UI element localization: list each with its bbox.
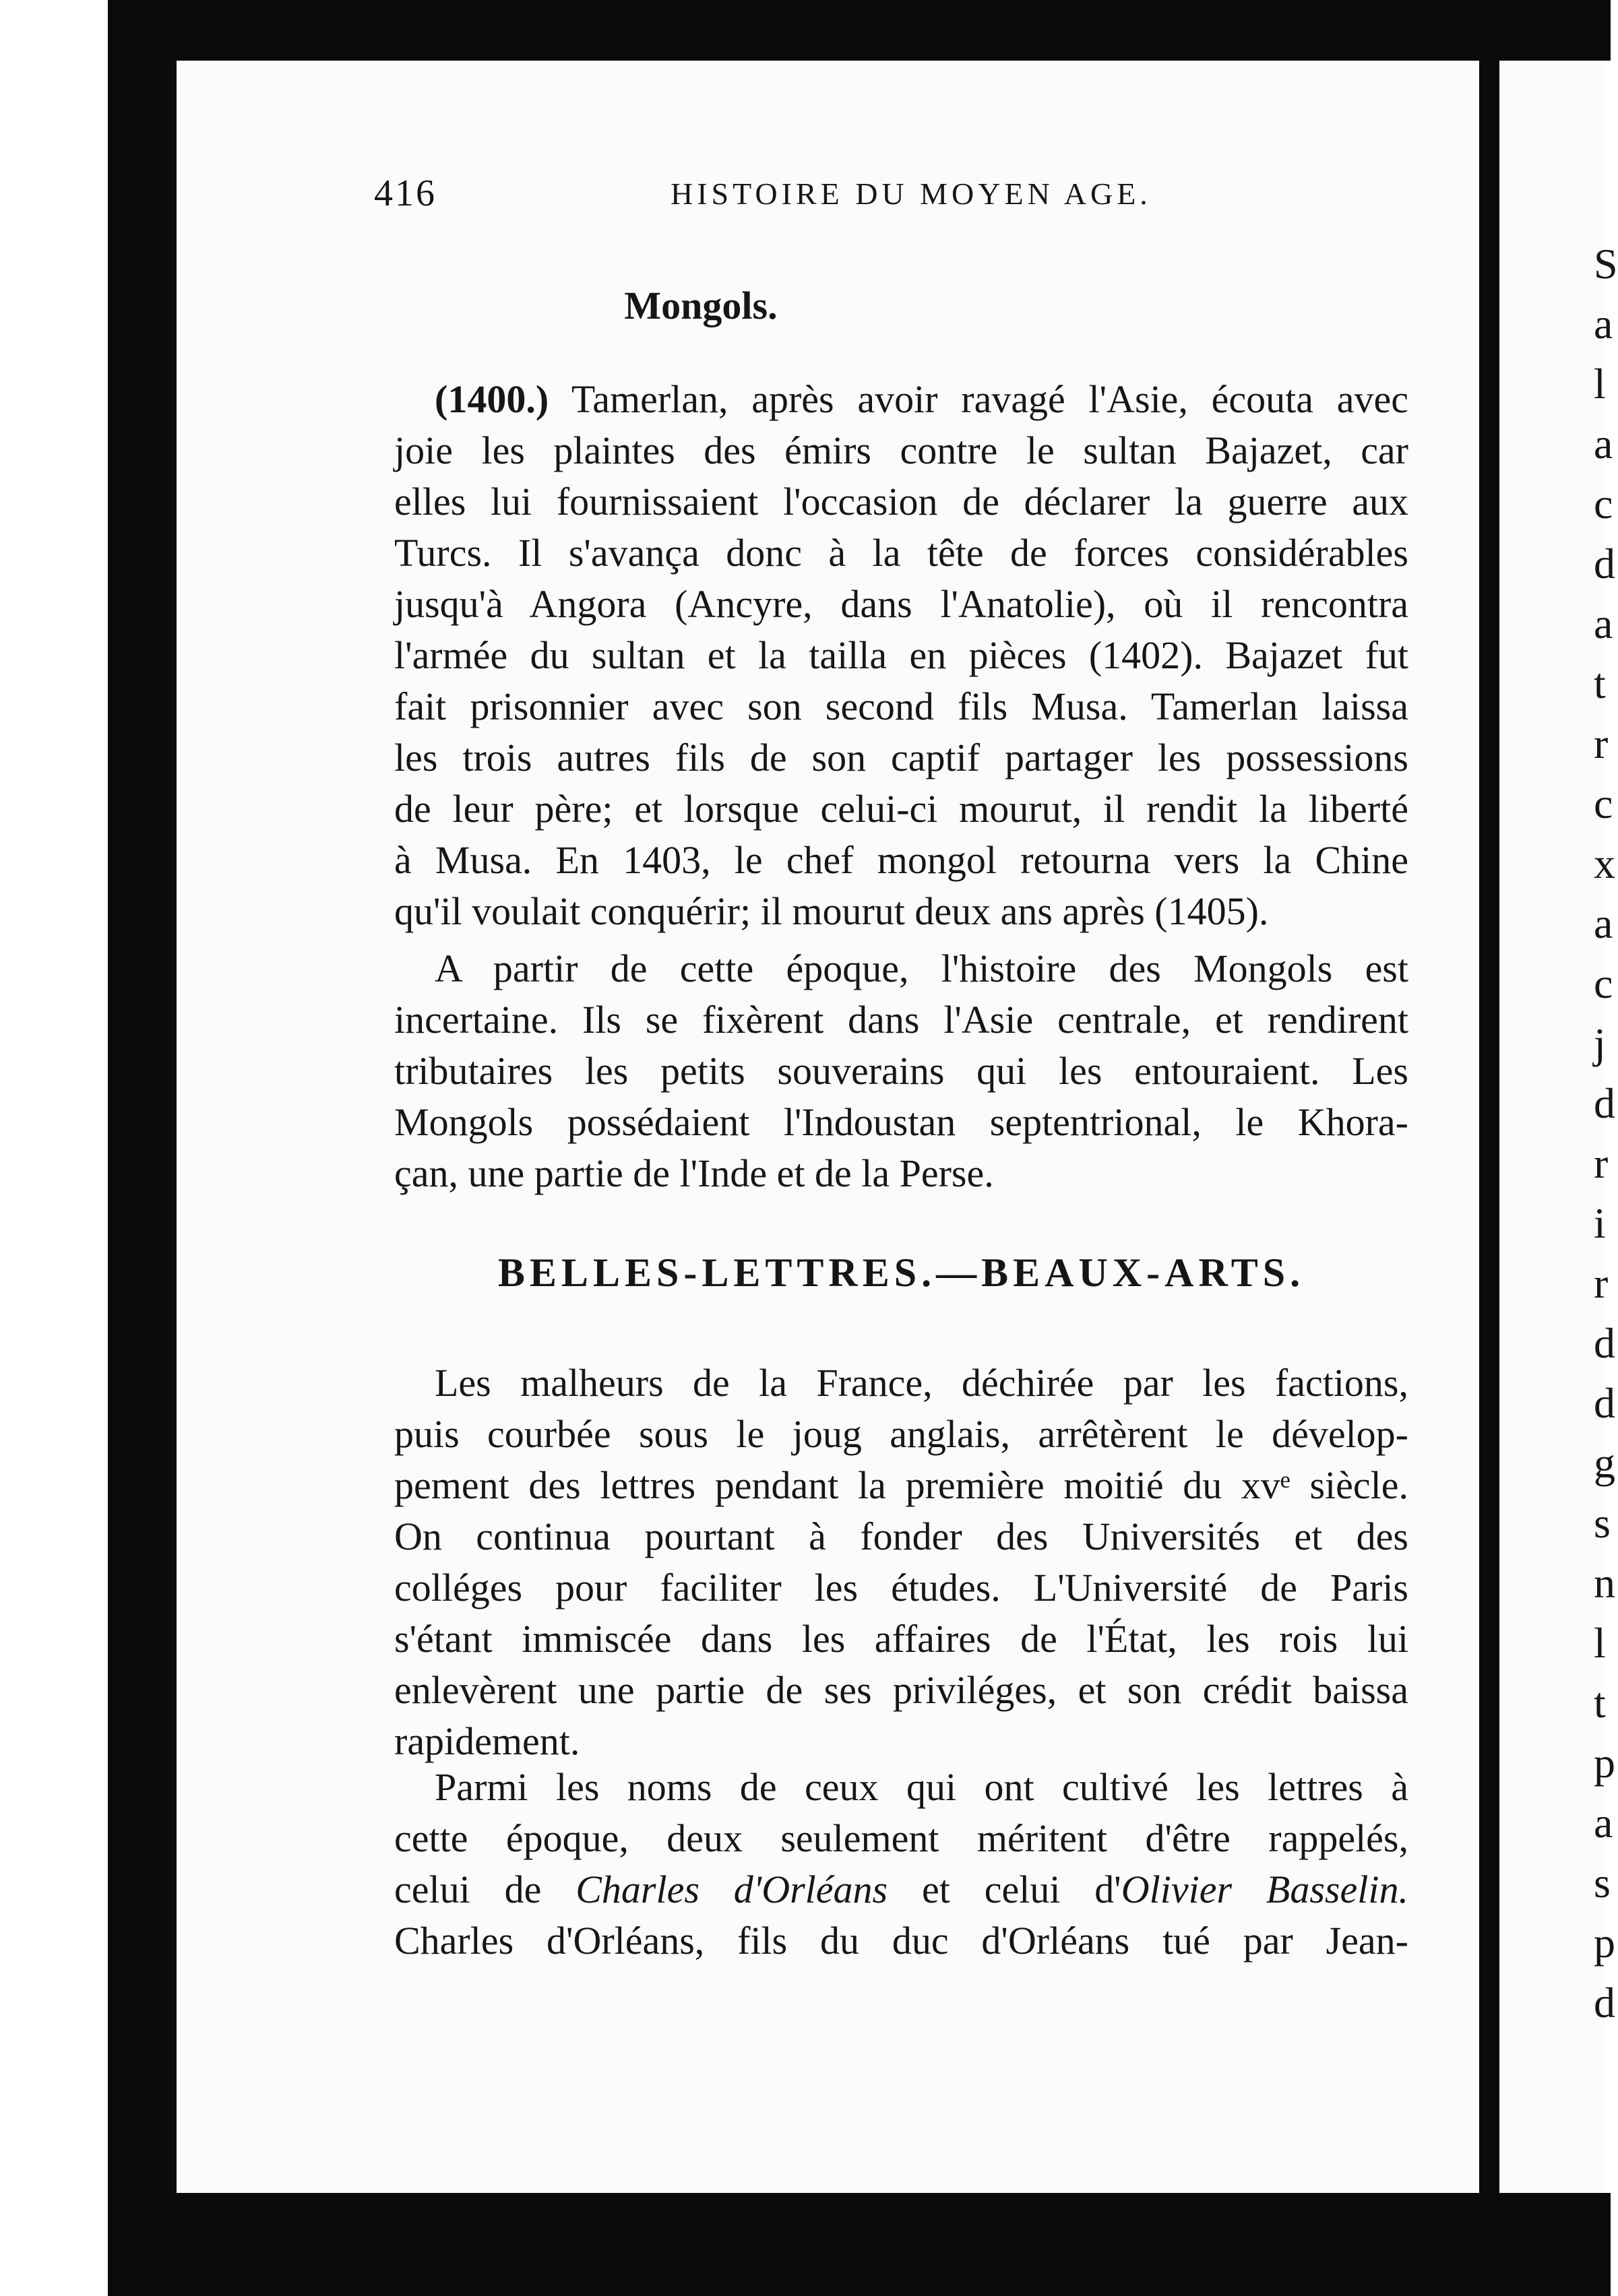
facing-page-letter: c — [1594, 959, 1613, 1007]
facing-page-letter: a — [1594, 420, 1613, 468]
facing-page-letter: a — [1594, 1799, 1613, 1847]
text-line: On continua pourtant à fonder des Universités et des — [394, 1514, 1408, 1558]
text-line: les trois autres fils de son captif partager les possessions — [394, 736, 1408, 779]
text-line: joie les plaintes des émirs contre le sultan Bajazet, car — [394, 428, 1408, 472]
paragraph-mongols-history — [394, 943, 1408, 1199]
text-run: celui de — [394, 1868, 576, 1911]
text-line: A partir de cette époque, l'histoire des Mongols est — [435, 947, 1408, 990]
text-line: s'étant immiscée dans les affaires de l'État, les rois lui — [394, 1617, 1408, 1661]
text-line: (1400.) Tamerlan, après avoir ravagé l'Asie, écouta avec — [435, 377, 1408, 421]
text-line: de leur père; et lorsque celui-ci mourut, il rendit la liberté — [394, 787, 1408, 831]
running-header — [374, 172, 1398, 212]
facing-page-letter: r — [1594, 1139, 1609, 1187]
text-run: et celui d' — [888, 1868, 1121, 1911]
facing-page-letter: j — [1594, 1019, 1606, 1067]
facing-page-letter: d — [1594, 1319, 1615, 1367]
text-line: fait prisonnier avec son second fils Musa. Tamerlan laissa — [394, 684, 1408, 728]
text-line: çan, une partie de l'Inde et de la Perse. — [394, 1151, 994, 1195]
facing-page-letter: t — [1594, 660, 1606, 707]
facing-page-letter: g — [1594, 1439, 1615, 1487]
page-number: 416 — [374, 172, 437, 214]
paragraph-parmi-les-noms — [394, 1762, 1408, 1967]
paragraph-tamerlan — [394, 374, 1408, 937]
scan-border-top — [108, 0, 1611, 61]
text-line: Parmi les noms de ceux qui ont cultivé les lettres à — [435, 1765, 1408, 1809]
facing-page-letter: d — [1594, 1079, 1615, 1127]
facing-page-letter: x — [1594, 839, 1615, 887]
facing-page-letter: a — [1594, 300, 1613, 348]
text-line — [394, 1864, 1408, 1915]
facing-page-letter: n — [1594, 1559, 1615, 1607]
text-line: puis courbée sous le joug anglais, arrêtèrent le dévelop- — [394, 1412, 1408, 1456]
facing-page-letter: p — [1594, 1919, 1615, 1967]
facing-page-letter: s — [1594, 1499, 1611, 1547]
author-name-charles: Charles d'Orléans — [575, 1868, 888, 1911]
section-title-belles-lettres: BELLES-LETTRES.—BEAUX-ARTS. — [497, 1250, 1305, 1295]
scan-border-left — [108, 0, 182, 2296]
facing-page-letter: a — [1594, 899, 1613, 947]
text-line: jusqu'à Angora (Ancyre, dans l'Anatolie), où il rencontra — [394, 582, 1408, 626]
text-line: à Musa. En 1403, le chef mongol retourna vers la Chine — [394, 838, 1408, 882]
facing-page-letter: l — [1594, 360, 1606, 408]
facing-page-letter: s — [1594, 1859, 1611, 1907]
facing-page-letter: l — [1594, 1619, 1606, 1667]
text-line: qu'il voulait conquérir; il mourut deux ans après (1405). — [394, 889, 1269, 933]
facing-page-letter: d — [1594, 1379, 1615, 1427]
facing-page-edge — [1499, 61, 1618, 2193]
book-gutter — [1479, 47, 1499, 2203]
facing-page-letter: c — [1594, 480, 1613, 528]
text-line: pement des lettres pendant la première moitié du xvᵉ siècle. — [394, 1463, 1408, 1507]
text-line: Mongols possédaient l'Indoustan septentrional, le Khora- — [394, 1100, 1408, 1144]
text-line: Charles d'Orléans, fils du duc d'Orléans tué par Jean- — [394, 1919, 1408, 1963]
text-line: cette époque, deux seulement méritent d'être rappelés, — [394, 1816, 1408, 1860]
author-name-olivier: Olivier Basselin. — [1121, 1868, 1408, 1911]
text-line: l'armée du sultan et la tailla en pièces (1402). Bajazet fut — [394, 633, 1408, 677]
facing-page-letter: r — [1594, 1259, 1609, 1307]
scan-margin — [0, 0, 108, 2296]
text-line: colléges pour faciliter les études. L'Université de Paris — [394, 1566, 1408, 1609]
year-marker: (1400.) — [435, 377, 549, 421]
text-line: enlevèrent une partie de ses priviléges, et son crédit baissa — [394, 1668, 1408, 1712]
paragraph-malheurs-france — [394, 1358, 1408, 1767]
facing-page-letter: d — [1594, 1979, 1615, 2027]
text-line: Les malheurs de la France, déchirée par les factions, — [435, 1361, 1408, 1405]
section-title-mongols: Mongols. — [624, 284, 778, 327]
facing-page-letter: p — [1594, 1739, 1615, 1787]
facing-page-letter: r — [1594, 720, 1609, 767]
running-title: HISTOIRE DU MOYEN AGE. — [671, 177, 1152, 211]
text-line: Turcs. Il s'avança donc à la tête de forces considérables — [394, 531, 1408, 575]
facing-page-letter: c — [1594, 779, 1613, 827]
facing-page-letter: S — [1594, 240, 1618, 288]
text-line: incertaine. Ils se fixèrent dans l'Asie centrale, et rendirent — [394, 998, 1408, 1042]
facing-page-letter: d — [1594, 540, 1615, 587]
facing-page-letter: a — [1594, 600, 1613, 647]
scan-border-bottom — [108, 2193, 1611, 2296]
text-line: tributaires les petits souverains qui les entouraient. Les — [394, 1049, 1408, 1093]
facing-page-letter: t — [1594, 1679, 1606, 1727]
text-line: rapidement. — [394, 1719, 580, 1763]
text-line: elles lui fournissaient l'occasion de déclarer la guerre aux — [394, 480, 1408, 523]
facing-page-letter: i — [1594, 1199, 1606, 1247]
